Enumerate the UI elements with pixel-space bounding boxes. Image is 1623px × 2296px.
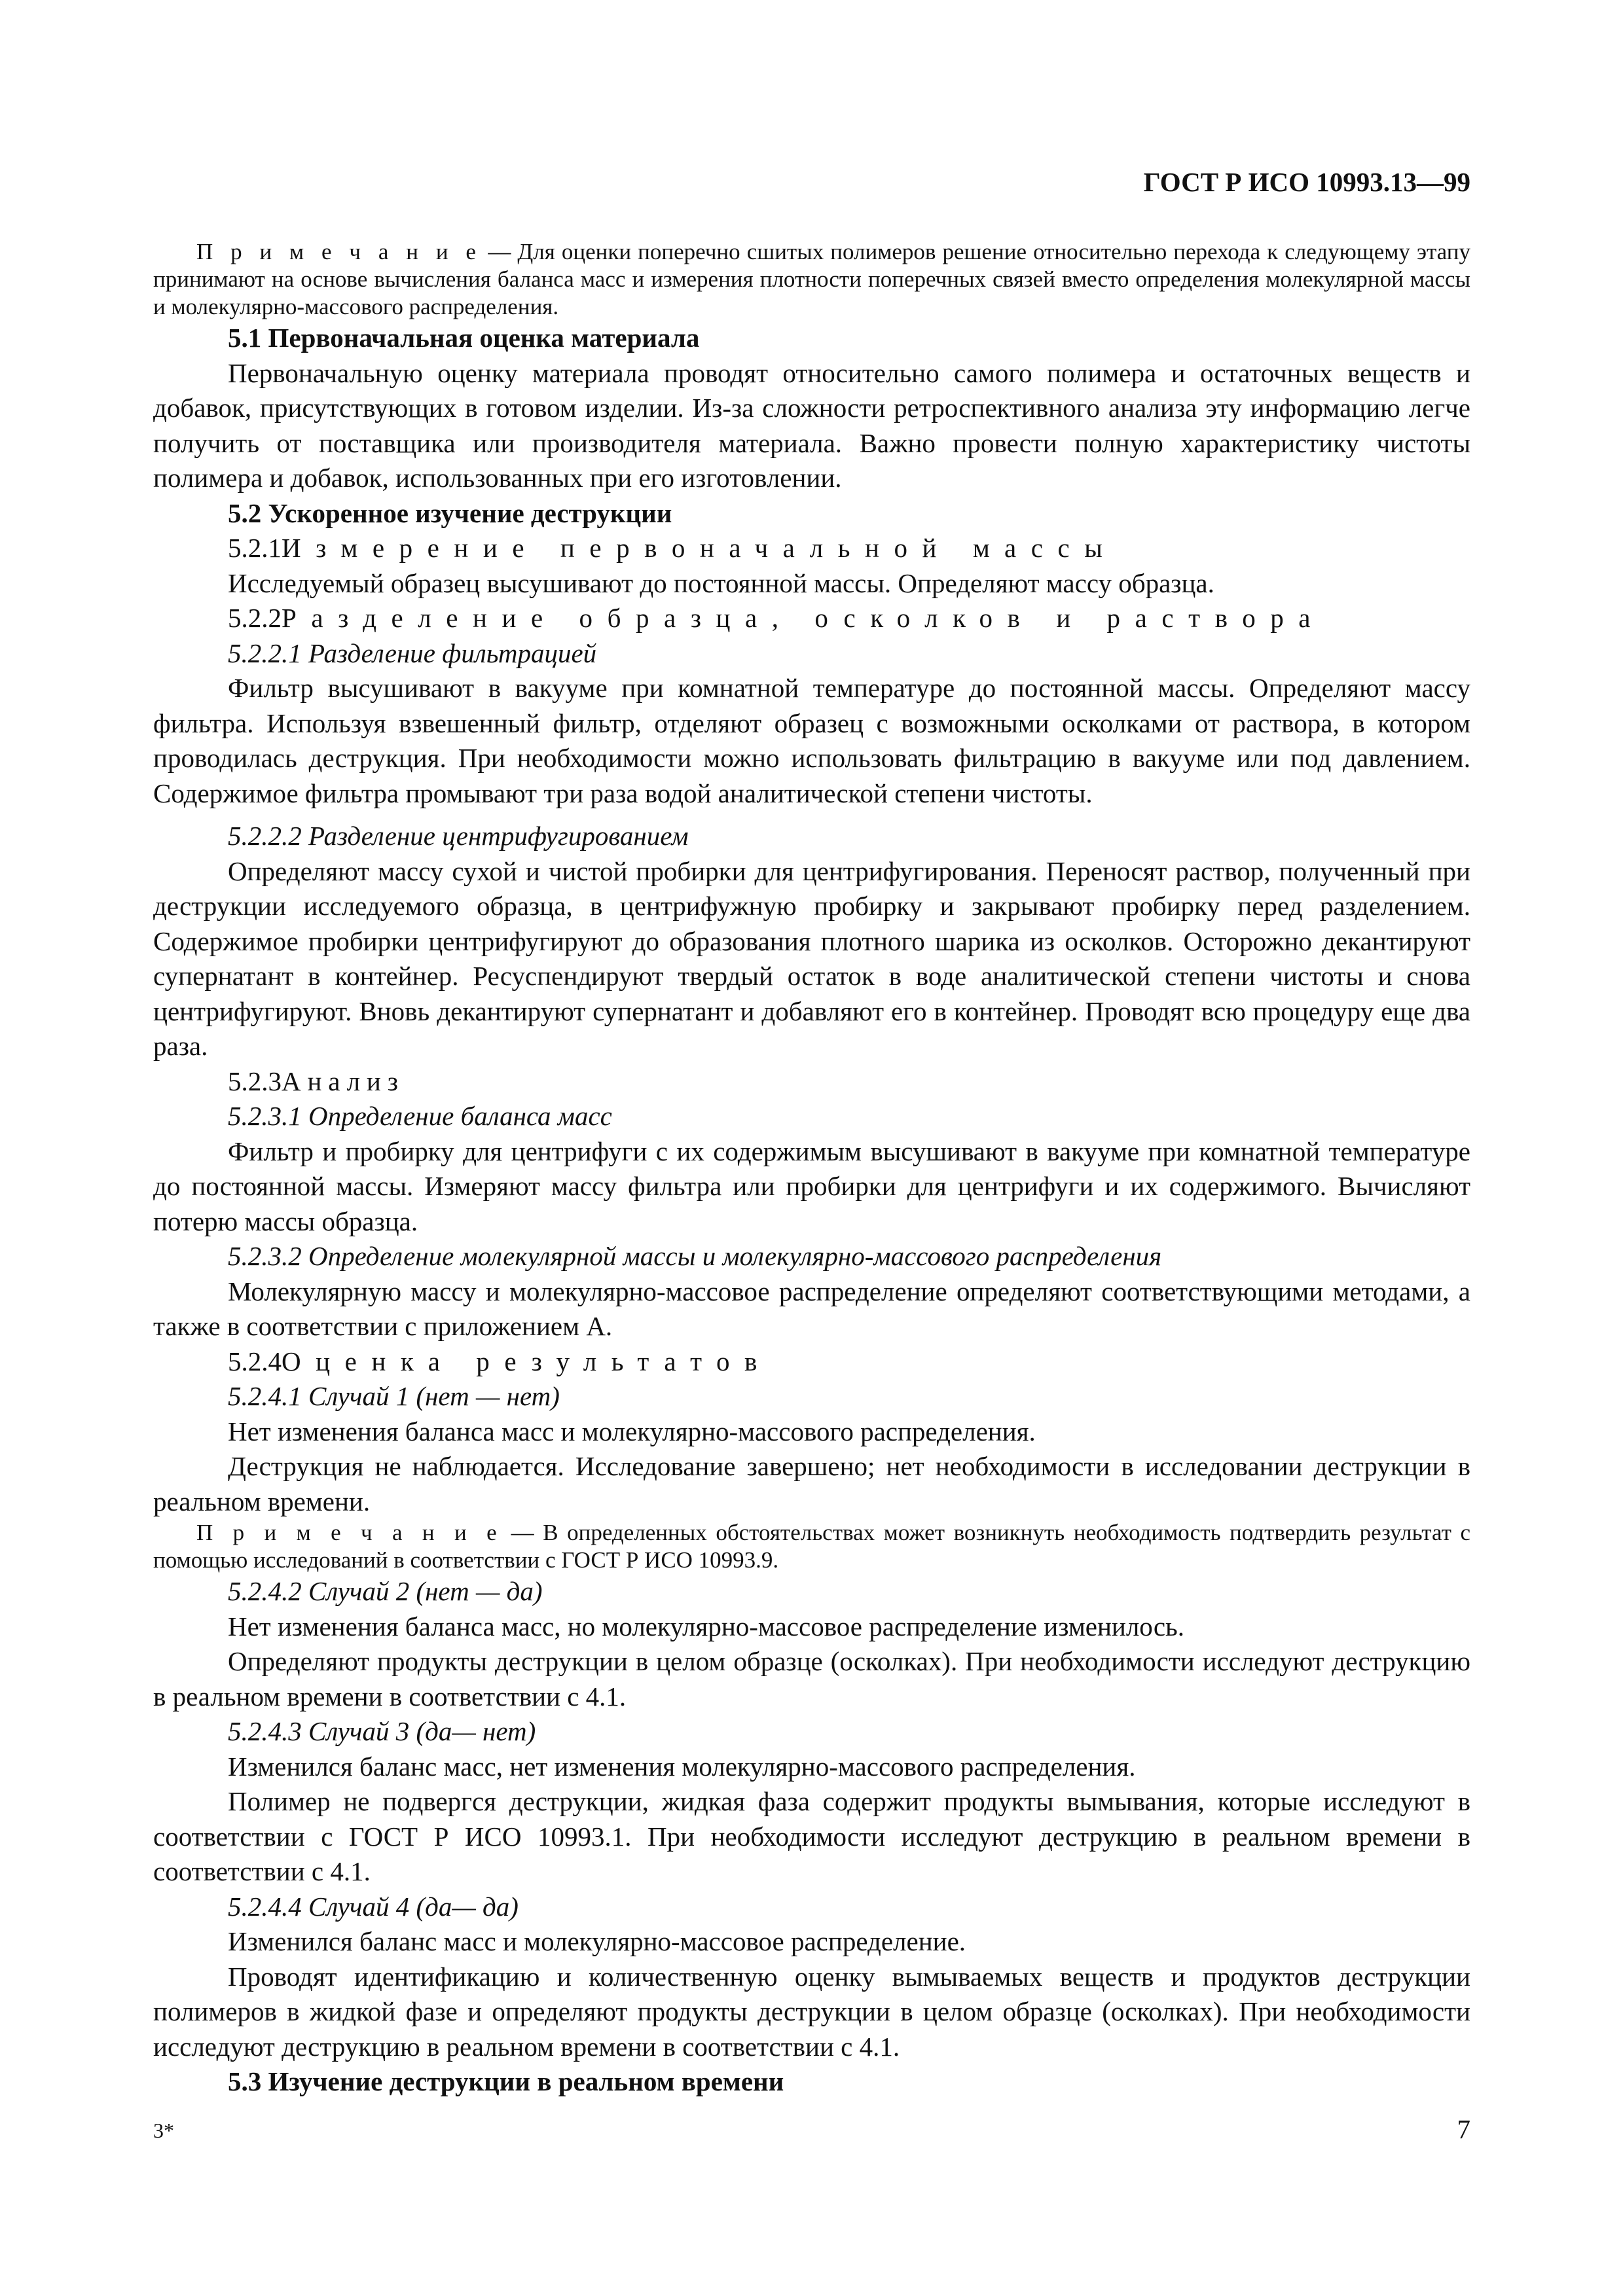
case-4-body-2: Проводят идентификацию и количественную оценку вымываемых веществ и продуктов деструкции полимеров в жидкой фазе и определяют продукты деструкции в целом образце (осколках). При необходимости исследуют деструкцию в реальном времени в соответствии с 4.1.	[153, 1961, 1470, 2062]
section-number: 5.2.4	[228, 1346, 282, 1376]
section-5-2-3-2-body: Молекулярную массу и молекулярно-массовое распределение определяют соответствующими методами, а также в соответствии с приложением А.	[153, 1276, 1470, 1341]
section-5-2-2-1-heading: 5.2.2.1 Разделение фильтрацией	[228, 637, 597, 668]
section-title: Разделение образца, осколков и раствора	[282, 603, 1326, 633]
case-4-heading: 5.2.4.4 Случай 4 (да— да)	[228, 1891, 519, 1922]
section-number: 5.2.1	[228, 533, 282, 563]
section-5-1-body: Первоначальную оценку материала проводят относительно самого полимера и остаточных веществ и добавок, присутствующих в готовом изделии. Из-за сложности ретроспективного анализа эту информацию легче получить от поставщика или производителя материала. Важно провести полную характеристику чистоты полимера и добавок, использованных при его изготовлении.	[153, 357, 1470, 493]
section-title: Измерение первоначальной массы	[282, 533, 1118, 563]
note-label: П р и м е ч а н и е	[196, 239, 482, 264]
note-text: — Для оценки поперечно сшитых полимеров решение относительно перехода к следующему этапу принимают на основе вычисления баланса масс и измерения плотности поперечных связей вместо определения молекулярной массы и молекулярно-массового распределения.	[153, 239, 1470, 319]
section-5-2-3-1-heading: 5.2.3.1 Определение баланса масс	[228, 1101, 612, 1131]
note-cross-linked-polymers	[153, 238, 1470, 321]
case-2-body-2: Определяют продукты деструкции в целом образце (осколках). При необходимости исследуют деструкцию в реальном времени в соответствии с 4.1.	[153, 1646, 1470, 1712]
note-label: П р и м е ч а н и е	[196, 1520, 503, 1545]
page-content	[153, 238, 1470, 2100]
case-1-body-2: Деструкция не наблюдается. Исследование завершено; нет необходимости в исследовании деструкции в реальном времени.	[153, 1451, 1470, 1516]
page-number: 7	[1457, 2114, 1470, 2144]
section-5-2-4-heading	[153, 1344, 1470, 1380]
section-5-2-3-1-body: Фильтр и пробирку для центрифуги с их содержимым высушивают в вакууме при комнатной температуре до постоянной массы. Измеряют массу фильтра или пробирки для центрифуги и их содержимого. Вычисляют потерю массы образца.	[153, 1136, 1470, 1236]
note-confirm-result	[153, 1519, 1470, 1574]
case-3-body-1: Изменился баланс масс, нет изменения молекулярно-массового распределения.	[228, 1751, 1136, 1782]
section-5-2-heading: 5.2 Ускоренное изучение деструкции	[228, 497, 672, 528]
section-5-2-1-heading	[153, 531, 1470, 566]
case-3-body-2: Полимер не подвергся деструкции, жидкая фаза содержит продукты вымывания, которые исследуют в соответствии с ГОСТ Р ИСО 10993.1. При необходимости исследуют деструкцию в реальном времени в соответствии с 4.1.	[153, 1786, 1470, 1886]
section-title: Оценка результатов	[282, 1346, 772, 1376]
section-number: 5.2.3	[228, 1066, 282, 1096]
section-5-2-3-heading	[153, 1064, 1470, 1100]
section-5-2-2-heading	[153, 601, 1470, 636]
section-5-2-3-2-heading: 5.2.3.2 Определение молекулярной массы и молекулярно-массового распределения	[228, 1241, 1162, 1271]
case-3-heading: 5.2.4.3 Случай 3 (да— нет)	[228, 1716, 536, 1746]
case-2-body-1: Нет изменения баланса масс, но молекулярно-массовое распределение изменилось.	[228, 1611, 1184, 1641]
section-5-2-1-body: Исследуемый образец высушивают до постоянной массы. Определяют массу образца.	[228, 567, 1214, 598]
section-5-2-2-2-heading: 5.2.2.2 Разделение центрифугированием	[228, 821, 689, 851]
spacer	[153, 811, 1470, 819]
section-5-1-heading: 5.1 Первоначальная оценка материала	[228, 323, 700, 353]
section-number: 5.2.2	[228, 603, 282, 633]
footer-signature-mark: 3*	[153, 2119, 174, 2142]
note-text: — В определенных обстоятельствах может возникнуть необходимость подтвердить результат с помощью исследований в соответствии с ГОСТ Р ИСО 10993.9.	[153, 1520, 1470, 1573]
section-5-2-2-1-body: Фильтр высушивают в вакууме при комнатной температуре до постоянной массы. Определяют массу фильтра. Используя взвешенный фильтр, отделяют образец с возможными осколками от раствора, в котором проводилась деструкция. При необходимости можно использовать фильтрацию в вакууме или под давлением. Содержимое фильтра промывают три раза водой аналитической степени чистоты.	[153, 673, 1470, 808]
document-number-header: ГОСТ Р ИСО 10993.13—99	[1143, 167, 1470, 197]
case-1-heading: 5.2.4.1 Случай 1 (нет — нет)	[228, 1381, 560, 1411]
section-5-2-2-2-body: Определяют массу сухой и чистой пробирки для центрифугирования. Переносят раствор, полученный при деструкции исследуемого образца, в центрифужную пробирку и закрывают пробирку перед разделением. Содержимое пробирки центрифугируют до образования плотного шарика из осколков. Осторожно декантируют супернатант в контейнер. Ресуспендируют твердый остаток в воде аналитической степени чистоты и снова центрифугируют. Вновь декантируют супернатант и добавляют его в контейнер. Проводят всю процедуру еще два раза.	[153, 855, 1470, 1061]
section-5-3-heading: 5.3 Изучение деструкции в реальном времени	[228, 2066, 784, 2096]
section-title: Анализ	[282, 1066, 405, 1096]
case-1-body-1: Нет изменения баланса масс и молекулярно-массового распределения.	[228, 1416, 1036, 1446]
case-2-heading: 5.2.4.2 Случай 2 (нет — да)	[228, 1576, 543, 1606]
case-4-body-1: Изменился баланс масс и молекулярно-массовое распределение.	[228, 1926, 966, 1956]
